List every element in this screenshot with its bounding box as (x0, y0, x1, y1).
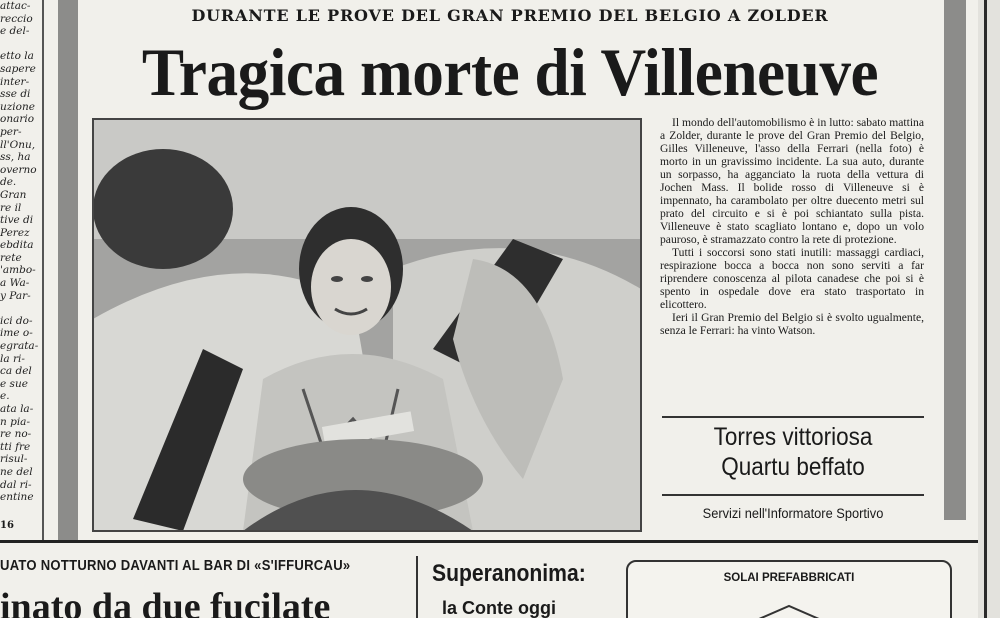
left-column-line (0, 302, 40, 315)
left-column-line: 'ambo- (0, 264, 36, 277)
superanonima-subtitle: la Conte oggi (442, 598, 556, 618)
left-column-line: risul- (0, 453, 28, 466)
left-column-line: la ri- (0, 352, 25, 365)
left-column-line: sapere (0, 62, 36, 75)
sport-reference: Servizi nell'Informatore Sportivo (702, 506, 884, 521)
advertisement-box (626, 560, 952, 618)
left-column-line: etto la (0, 50, 34, 63)
left-column-line: ss, ha (0, 151, 31, 164)
bottom-article-headline: inato da due fucilate (0, 586, 331, 618)
article-paragraph: Tutti i soccorsi sono stati inutili: massaggi cardiaci, respirazione bocca a bocca non sono serviti a far riprendere conoscenza al pilota canadese che poi si è spento in ospedale dove era stato trasportato in elicottero. (660, 246, 924, 311)
left-column-line: egrata- (0, 340, 39, 353)
left-column-line: a Wa- (0, 277, 30, 290)
article-kicker: DURANTE LE PROVE DEL GRAN PREMIO DEL BELGIO A ZOLDER (191, 6, 829, 25)
house-roof-icon (724, 602, 854, 618)
right-column-rule (984, 0, 987, 618)
left-column-line: reccio (0, 12, 33, 25)
left-column-line: e. (0, 390, 10, 403)
left-column-line: rete (0, 251, 22, 264)
page-edge-shadow (58, 0, 78, 540)
left-column-line (0, 38, 40, 51)
right-margin (978, 0, 1000, 618)
left-column-line: uzione (0, 100, 35, 113)
page-edge-shadow-right (944, 0, 966, 520)
article-headline: Tragica morte di Villeneuve (141, 34, 879, 110)
sport-headline-line1: Torres vittoriosa (713, 423, 873, 451)
left-column-line: ne del (0, 465, 33, 478)
left-column-line: Gran (0, 188, 27, 201)
article-body (660, 116, 924, 337)
left-column-line: overno (0, 163, 37, 176)
page-number: 16 (0, 520, 14, 531)
article-paragraph: Ieri il Gran Premio del Belgio si è svolto ugualmente, senza le Ferrari: ha vinto Watson. (660, 311, 924, 337)
left-column-line: n pia- (0, 415, 30, 428)
left-column-line: ll'Onu, (0, 138, 36, 151)
sport-headline-line2: Quartu beffato (721, 453, 865, 481)
left-column-line: ici do- (0, 314, 33, 327)
ad-title: SOLAI PREFABBRICATI (723, 572, 855, 584)
column-divider (416, 556, 418, 618)
left-column-line: tti fre (0, 440, 31, 453)
article-paragraph: Il mondo dell'automobilismo è in lutto: sabato mattina a Zolder, durante le prove del Gran Premio del Belgio, Gilles Villeneuve, l'asso della Ferrari (nella foto) è morto in un gravissimo incidente. La sua auto, durante un sorpasso, ha agganciato la ruota della vettura di Jochen Mass. Il bolide rosso di Villeneuve si è impennato, ha carambolato per oltre duecento metri sul prato del circuito e si è poi schiantato sulla pista. Villeneuve è stato scagliato lontano e, dopo un volo pauroso, è stramazzato contro la rete di protezione. (660, 116, 924, 246)
left-column-line: entine (0, 491, 34, 504)
sport-headline (675, 422, 911, 482)
section-rule (0, 540, 978, 543)
left-column-line: e del- (0, 25, 30, 38)
left-column-line: e sue (0, 377, 28, 390)
left-column-line: inter- (0, 75, 30, 88)
left-column-line: ca del (0, 365, 32, 378)
left-column-line: tive di (0, 214, 34, 227)
left-column-line: ebdita (0, 239, 34, 252)
left-column-line: attac- (0, 0, 31, 12)
left-column-line: per- (0, 125, 22, 138)
left-column-line: re il (0, 201, 22, 214)
bottom-article-kicker: UATO NOTTURNO DAVANTI AL BAR DI «S'IFFURCAU» (0, 558, 351, 574)
left-column-line: ime o- (0, 327, 33, 340)
left-column-line: onario (0, 113, 35, 126)
left-column-line: Perez (0, 226, 30, 239)
left-column-text (0, 0, 40, 540)
left-column-line: de. (0, 176, 17, 189)
superanonima-title: Superanonima: (432, 560, 586, 587)
column-divider (42, 0, 44, 540)
left-column-line: re no- (0, 428, 32, 441)
divider-line (662, 416, 924, 418)
left-column-line: y Par- (0, 289, 31, 302)
left-column-line: dal ri- (0, 478, 32, 491)
villeneuve-photo (92, 118, 642, 532)
divider-line (662, 494, 924, 496)
left-column-line: sse di (0, 88, 31, 101)
left-column-line: ata la- (0, 403, 34, 415)
